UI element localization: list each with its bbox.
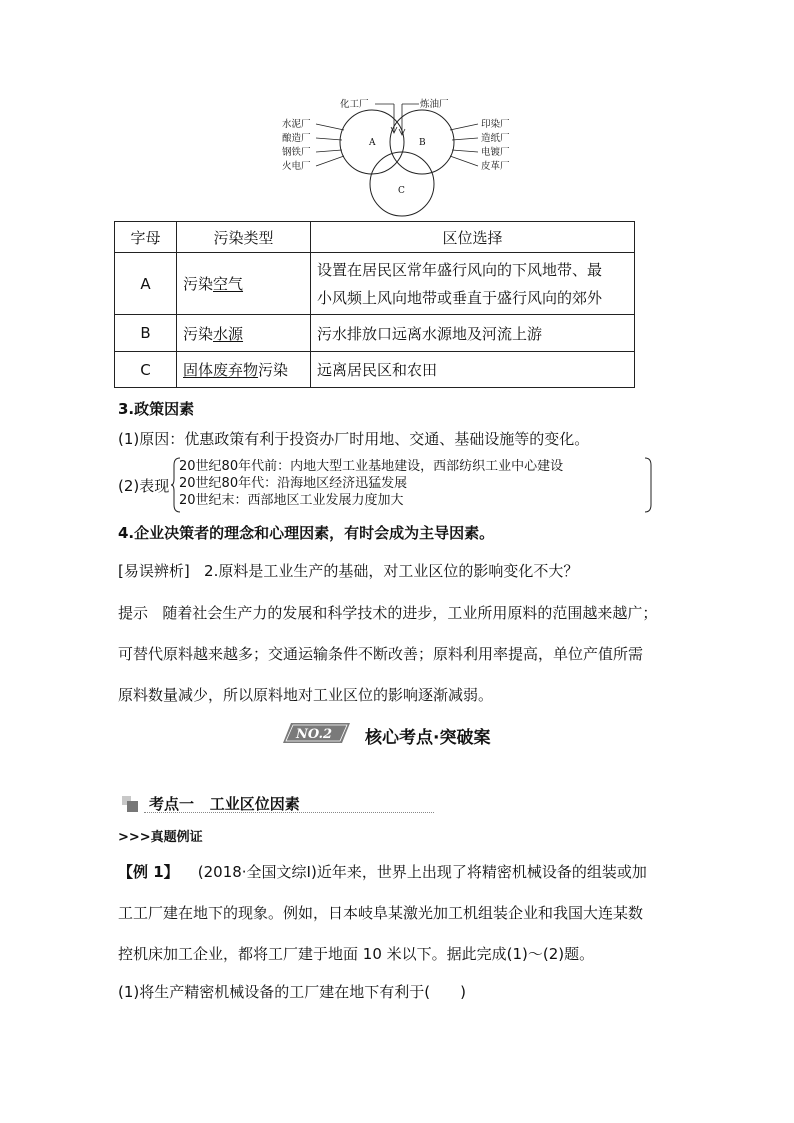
label-c: C <box>398 186 405 196</box>
policy-perf-item-1: 20世纪80年代前：内地大型工业基地建设，西部纺织工业中心建设 <box>179 459 564 474</box>
policy-perf-label: (2)表现 <box>118 477 170 495</box>
hint-label: 提示 <box>118 604 149 622</box>
hint-line-2: 可替代原料越来越多；交通运输条件不断改善；原料利用率提高，单位产值所需 <box>118 645 644 663</box>
row-type: 固体废弃物污染 <box>177 352 311 388</box>
squares-icon <box>122 796 140 812</box>
section-title: 核心考点·突破案 <box>365 728 491 748</box>
policy-perf-item-3: 20世纪末：西部地区工业发展力度加大 <box>179 493 404 508</box>
row-letter: B <box>115 315 177 352</box>
kaodian-heading <box>149 793 300 814</box>
row-location: 设置在居民区常年盛行风向的下风地带、最 小风频上风向地带或垂直于盛行风向的郊外 <box>311 253 635 315</box>
hint-line-3: 原料数量减少，所以原料地对工业区位的影响逐渐减弱。 <box>118 686 494 704</box>
row-type: 污染水源 <box>177 315 311 352</box>
header-letter: 字母 <box>115 222 177 253</box>
table-row <box>115 253 635 315</box>
pollution-table <box>114 221 635 388</box>
right-label-3: 电镀厂 <box>481 147 510 158</box>
misconception-question: 2.原料是工业生产的基础，对工业区位的影响变化不大？ <box>204 562 579 580</box>
example-question-1: (1)将生产精密机械设备的工厂建在地下有利于( ) <box>118 983 466 1001</box>
example-tag: 【例 1】 <box>118 863 179 881</box>
misconception-tag: [易误辨析] <box>118 562 190 580</box>
pollution-venn-diagram <box>276 94 526 220</box>
policy-perf-item-2: 20世纪80年代：沿海地区经济迅猛发展 <box>179 476 408 491</box>
section-badge <box>283 722 351 744</box>
example-line-3: 控机床加工企业，都将工厂建于地面 10 米以下。据此完成(1)～(2)题。 <box>118 945 595 963</box>
right-brace-icon <box>643 457 655 513</box>
label-b: B <box>419 138 426 148</box>
header-type: 污染类型 <box>177 222 311 253</box>
example-line-2: 工工厂建在地下的现象。例如，日本岐阜某激光加工机组装企业和我国大连某数 <box>118 904 644 922</box>
policy-heading: 3.政策因素 <box>118 400 195 418</box>
table-row <box>115 315 635 352</box>
circle-c <box>370 152 434 216</box>
kaodian-label: 考点一 <box>149 795 195 813</box>
top-right-label: 炼油厂 <box>420 99 449 110</box>
header-location: 区位选择 <box>311 222 635 253</box>
left-label-4: 火电厂 <box>282 161 311 172</box>
zhenti-heading: >>>真题例证 <box>118 830 203 845</box>
hint-line-1: 提示 随着社会生产力的发展和科学技术的进步，工业所用原料的范围越来越广； <box>118 604 658 622</box>
section-banner <box>283 722 351 748</box>
kaodian-title: 工业区位因素 <box>209 795 300 813</box>
example-line-1: 【例 1】 (2018·全国文综Ⅰ)近年来，世界上出现了将精密机械设备的组装或加 <box>118 863 647 881</box>
table-header-row <box>115 222 635 253</box>
row-location: 污水排放口远离水源地及河流上游 <box>311 315 635 352</box>
left-label-3: 钢铁厂 <box>282 147 311 158</box>
right-label-1: 印染厂 <box>481 119 510 130</box>
section-badge-text: NO.2 <box>296 727 333 742</box>
kaodian-divider <box>144 812 434 813</box>
row-letter: C <box>115 352 177 388</box>
misconception-line <box>118 560 578 581</box>
row-type: 污染空气 <box>177 253 311 315</box>
left-label-2: 酿造厂 <box>282 133 311 144</box>
decision-factor: 4.企业决策者的理念和心理因素，有时会成为主导因素。 <box>118 524 495 542</box>
top-left-label: 化工厂 <box>340 99 369 110</box>
policy-reason: (1)原因：优惠政策有利于投资办厂时用地、交通、基础设施等的变化。 <box>118 430 590 448</box>
right-label-2: 造纸厂 <box>481 133 510 144</box>
table-row <box>115 352 635 388</box>
label-a: A <box>369 138 376 148</box>
row-letter: A <box>115 253 177 315</box>
row-location: 远离居民区和农田 <box>311 352 635 388</box>
left-label-1: 水泥厂 <box>282 119 311 130</box>
right-label-4: 皮革厂 <box>481 161 510 172</box>
